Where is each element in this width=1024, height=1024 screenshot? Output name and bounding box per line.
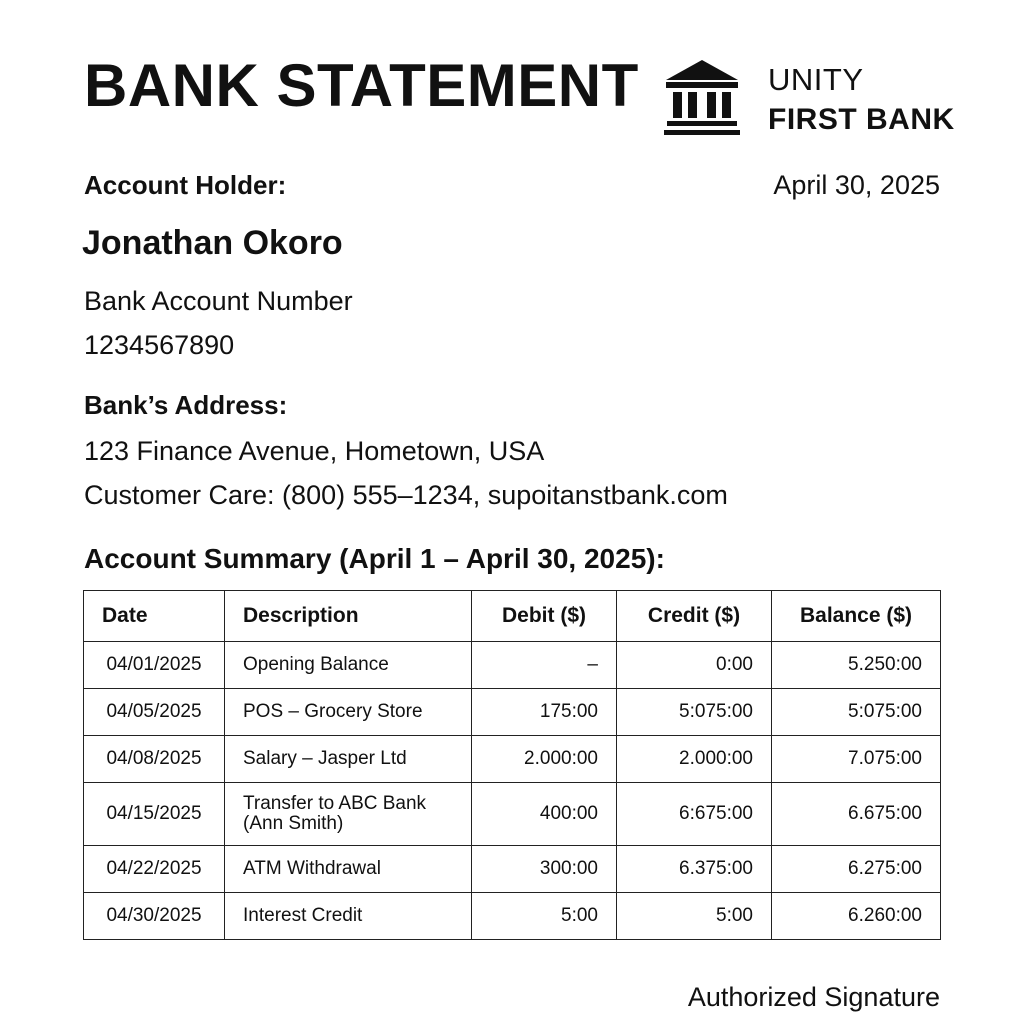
table-row — [84, 736, 941, 783]
cell-description — [225, 846, 472, 893]
cell-debit: 175:00 — [472, 689, 617, 736]
account-summary-heading: Account Summary (April 1 – April 30, 2025): — [84, 543, 665, 574]
cell-description — [225, 783, 472, 846]
cell-description — [225, 893, 472, 940]
cell-debit: 2.000:00 — [472, 736, 617, 783]
table-header-row — [84, 591, 941, 642]
statement-date: April 30, 2025 — [773, 170, 940, 200]
cell-balance: 6.260:00 — [772, 893, 941, 940]
cell-debit: 5:00 — [472, 893, 617, 940]
cell-date: 04/22/2025 — [84, 846, 225, 893]
description-line: ATM Withdrawal — [243, 858, 381, 879]
table-row — [84, 846, 941, 893]
description-line: (Ann Smith) — [243, 813, 344, 834]
cell-description — [225, 689, 472, 736]
authorized-signature-label: Authorized Signature — [687, 982, 940, 1012]
table-row — [84, 642, 941, 689]
column-header-date: Date — [84, 591, 225, 642]
cell-date: 04/05/2025 — [84, 689, 225, 736]
cell-credit: 6.375:00 — [617, 846, 772, 893]
account-number: 1234567890 — [84, 330, 235, 360]
cell-credit: 2.000:00 — [617, 736, 772, 783]
cell-balance: 6.675:00 — [772, 783, 941, 846]
cell-credit: 5:075:00 — [617, 689, 772, 736]
account-holder-label: Account Holder: — [84, 170, 287, 200]
table-row — [84, 689, 941, 736]
column-header-debit: Debit ($) — [472, 591, 617, 642]
cell-balance: 6.275:00 — [772, 846, 941, 893]
cell-balance: 7.075:00 — [772, 736, 941, 783]
cell-debit: 400:00 — [472, 783, 617, 846]
bank-building-icon — [664, 58, 740, 138]
table-row — [84, 783, 941, 846]
description-line: Interest Credit — [243, 905, 363, 926]
column-header-description: Description — [225, 591, 472, 642]
description-line: Transfer to ABC Bank — [243, 793, 427, 814]
customer-care-line: Customer Care: (800) 555–1234, supoitanstbank.com — [84, 480, 728, 510]
bank-address-label: Bank’s Address: — [84, 390, 288, 420]
cell-date: 04/01/2025 — [84, 642, 225, 689]
column-header-credit: Credit ($) — [617, 591, 772, 642]
description-line: Opening Balance — [243, 654, 389, 675]
cell-date: 04/08/2025 — [84, 736, 225, 783]
cell-date: 04/15/2025 — [84, 783, 225, 846]
bank-name — [768, 60, 955, 140]
cell-date: 04/30/2025 — [84, 893, 225, 940]
account-holder-name: Jonathan Okoro — [82, 224, 343, 262]
cell-credit: 5:00 — [617, 893, 772, 940]
cell-description — [225, 736, 472, 783]
bank-name-line1: UNITY — [768, 62, 864, 97]
cell-debit: 300:00 — [472, 846, 617, 893]
transactions-table — [83, 590, 941, 940]
cell-balance: 5:075:00 — [772, 689, 941, 736]
table-row — [84, 893, 941, 940]
column-header-balance: Balance ($) — [772, 591, 941, 642]
description-line: POS – Grocery Store — [243, 701, 423, 722]
cell-credit: 0:00 — [617, 642, 772, 689]
cell-debit: – — [472, 642, 617, 689]
description-line: Salary – Jasper Ltd — [243, 748, 407, 769]
cell-credit: 6:675:00 — [617, 783, 772, 846]
statement-title: BANK STATEMENT — [84, 52, 639, 119]
cell-balance: 5.250:00 — [772, 642, 941, 689]
account-number-label: Bank Account Number — [84, 286, 353, 316]
bank-name-line2: FIRST BANK — [768, 103, 955, 136]
bank-address: 123 Finance Avenue, Hometown, USA — [84, 436, 545, 466]
cell-description — [225, 642, 472, 689]
